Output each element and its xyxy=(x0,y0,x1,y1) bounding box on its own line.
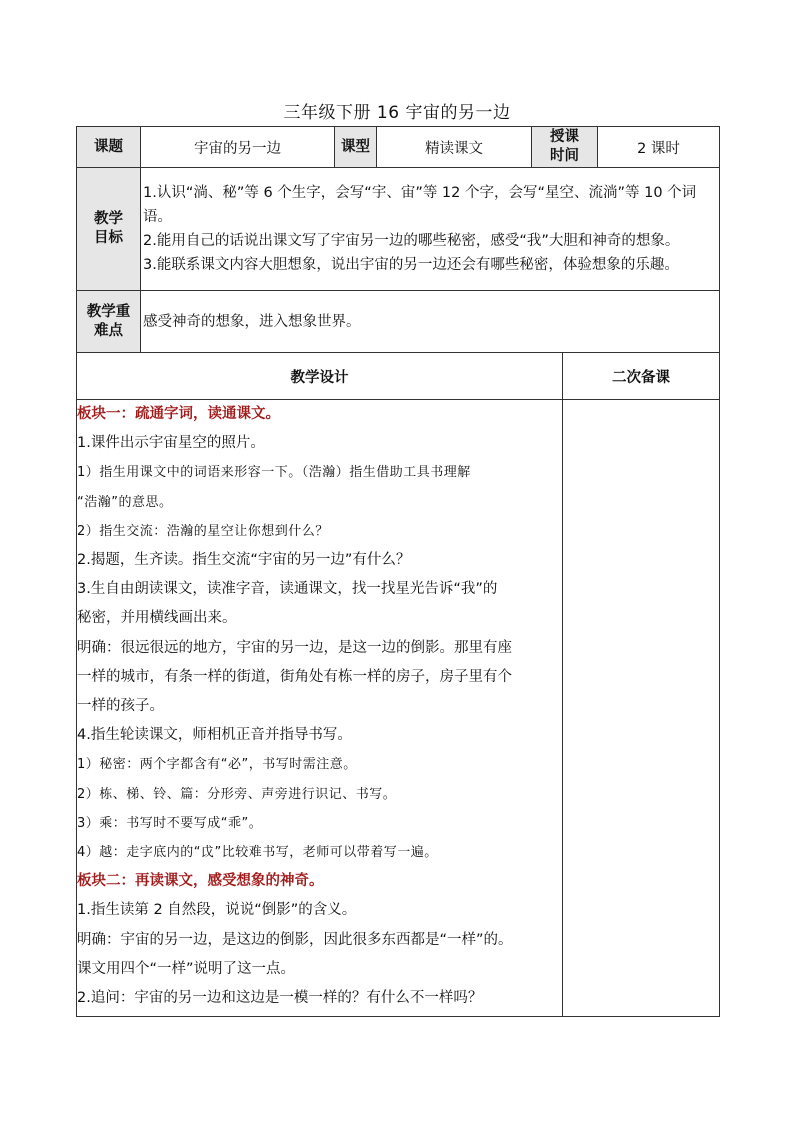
section-heading: 板块一：疏通字词，读通课文。 xyxy=(77,406,280,422)
design-header: 教学设计 xyxy=(77,353,563,400)
design-line: 明确：宇宙的另一边，是这边的倒影，因此很多东西都是“一样”的。 xyxy=(77,931,513,948)
type-value: 精读课文 xyxy=(377,127,532,168)
design-line: 1.指生读第 2 自然段，说说“倒影”的含义。 xyxy=(77,902,357,919)
prep-header: 二次备课 xyxy=(563,353,720,400)
design-line: 1）指生用课文中的词语来形容一下。（浩瀚）指生借助工具书理解 xyxy=(77,465,471,481)
topic-label: 课题 xyxy=(77,127,141,168)
design-line: 1.课件出示宇宙星空的照片。 xyxy=(77,435,265,452)
design-line: 2）指生交流：浩瀚的星空让你想到什么？ xyxy=(77,523,329,539)
design-content xyxy=(77,400,563,1017)
design-line: 2.揭题，生齐读。指生交流“宇宙的另一边”有什么？ xyxy=(77,552,411,569)
hours-label xyxy=(532,127,598,168)
goals-label xyxy=(77,168,141,291)
goal-item: 1.认识“淌、秘”等 6 个生字，会写“宇、宙”等 12 个字，会写“星空、流淌”等 10 个词语。 xyxy=(143,185,697,225)
type-label: 课型 xyxy=(335,127,377,168)
goal-item: 2.能用自己的话说出课文写了宇宙另一边的哪些秘密，感受“我”大胆和神奇的想象。 xyxy=(143,233,680,249)
goals-content xyxy=(141,168,720,291)
design-line: 3）乘：书写时不要写成“乖”。 xyxy=(77,815,263,831)
design-line: 秘密，并用横线画出来。 xyxy=(77,610,237,627)
key-label xyxy=(77,291,141,353)
teaching-design-table xyxy=(76,352,720,1017)
goals-label-text: 教学目标 xyxy=(94,211,123,246)
design-line: 4.指生轮读课文，师相机正音并指导书写。 xyxy=(77,727,352,744)
hours-label-text: 授课时间 xyxy=(550,129,579,164)
section-heading: 板块二：再读课文，感受想象的神奇。 xyxy=(77,873,324,890)
key-content: 感受神奇的想象，进入想象世界。 xyxy=(141,291,720,353)
design-line: 1）秘密：两个字都含有“必”，书写时需注意。 xyxy=(77,757,357,773)
design-line: 3.生自由朗读课文，读准字音，读通课文，找一找星光告诉“我”的 xyxy=(77,581,498,598)
hours-value: 2 课时 xyxy=(598,127,720,168)
topic-value: 宇宙的另一边 xyxy=(141,127,335,168)
design-line: 4）越：走字底内的“戉”比较难书写，老师可以带着写一遍。 xyxy=(77,845,438,861)
design-line: 2）栋、梯、铃、篇：分形旁、声旁进行识记、书写。 xyxy=(77,786,397,802)
design-line: 明确：很远很远的地方，宇宙的另一边，是这一边的倒影。那里有座 xyxy=(77,639,512,656)
design-line: 一样的孩子。 xyxy=(77,698,164,715)
design-line: “浩瀚”的意思。 xyxy=(77,494,173,510)
goal-item: 3.能联系课文内容大胆想象，说出宇宙的另一边还会有哪些秘密，体验想象的乐趣。 xyxy=(143,257,679,273)
design-line: 一样的城市，有条一样的街道，街角处有栋一样的房子，房子里有个 xyxy=(77,668,512,685)
prep-column xyxy=(563,400,720,1017)
page-title: 三年级下册 16 宇宙的另一边 xyxy=(283,103,511,123)
design-line: 2.追问：宇宙的另一边和这边是一模一样的？有什么不一样吗？ xyxy=(77,990,483,1007)
key-label-text: 教学重难点 xyxy=(86,303,131,339)
lesson-info-table xyxy=(76,126,720,353)
design-line: 课文用四个“一样”说明了这一点。 xyxy=(77,960,296,977)
